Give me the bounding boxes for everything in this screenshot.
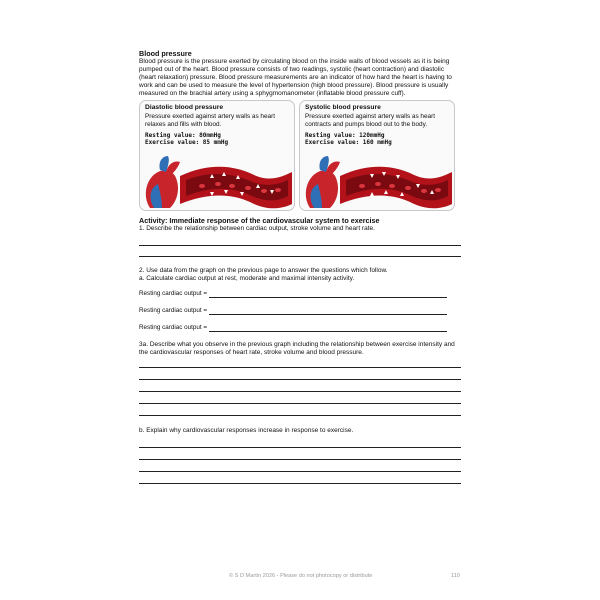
- answer-lines-q1: [139, 245, 461, 257]
- copyright-notice: © S D Martin 2026 - Please do not photocopy or distribute: [229, 573, 373, 579]
- diastolic-resting-value: Resting value: 80mmHg: [145, 131, 221, 139]
- answer-lines-q3a: [139, 367, 461, 416]
- fill-in-block: [139, 290, 461, 332]
- fill-blank[interactable]: [209, 308, 447, 315]
- fill-row: [139, 290, 461, 298]
- answer-line[interactable]: [139, 256, 461, 257]
- section-heading: Blood pressure: [139, 49, 192, 58]
- artery-illustration: [140, 148, 295, 210]
- fill-blank[interactable]: [209, 325, 447, 332]
- pressure-panels: [139, 100, 461, 211]
- fill-label: Resting cardiac output =: [139, 323, 208, 331]
- systolic-resting-value: Resting value: 120mmHg: [305, 131, 385, 139]
- diastolic-exercise-value: Exercise value: 85 mmHg: [145, 139, 229, 147]
- diastolic-panel: [139, 100, 295, 211]
- answer-line[interactable]: [139, 459, 461, 460]
- answer-line[interactable]: [139, 447, 461, 448]
- question-3b: b. Explain why cardiovascular responses increase in response to exercise.: [139, 426, 354, 434]
- systolic-panel: [299, 100, 455, 211]
- fill-blank[interactable]: [209, 291, 447, 298]
- answer-line[interactable]: [139, 415, 461, 416]
- diastolic-description: Pressure exerted against artery walls as heart relaxes and fills with blood.: [145, 113, 276, 129]
- fill-row: [139, 324, 461, 332]
- fill-label: Resting cardiac output =: [139, 306, 208, 314]
- answer-line[interactable]: [139, 367, 461, 368]
- systolic-exercise-value: Exercise value: 160 mmHg: [305, 139, 392, 147]
- question-2: 2. Use data from the graph on the previous page to answer the questions which follow.: [139, 266, 388, 274]
- question-1: 1. Describe the relationship between cardiac output, stroke volume and heart rate.: [139, 225, 375, 233]
- question-2a: a. Calculate cardiac output at rest, moderate and maximal intensity activity.: [139, 274, 355, 282]
- answer-line[interactable]: [139, 403, 461, 404]
- activity-heading: Activity: Immediate response of the cardiovascular system to exercise: [139, 216, 380, 226]
- answer-line[interactable]: [139, 245, 461, 246]
- answer-line[interactable]: [139, 483, 461, 484]
- answer-lines-q3b: [139, 447, 461, 484]
- fill-label: Resting cardiac output =: [139, 289, 208, 297]
- diastolic-title: Diastolic blood pressure: [145, 104, 224, 112]
- answer-line[interactable]: [139, 471, 461, 472]
- systolic-description: Pressure exerted against artery walls as heart contracts and pumps blood out to the body.: [305, 113, 436, 129]
- fill-row: [139, 307, 461, 315]
- answer-line[interactable]: [139, 391, 461, 392]
- answer-line[interactable]: [139, 379, 461, 380]
- worksheet-page: [139, 49, 461, 484]
- systolic-title: Systolic blood pressure: [305, 104, 381, 112]
- intro-paragraph: Blood pressure is the pressure exerted by circulating blood on the inside walls of blood vessels as it is being pumped out of the heart. Blood pressure consists of two readings, systolic (heart contraction) and diastolic (heart relaxation) pressure. Blood pressure measurements are an indicator of how hard the heart is having to work and can be used to measure the level of hypertension (high blood pressure). Blood pressure is usually measured on the brachial artery using a sphygmomanometer (inflatable blood pressure cuff).: [139, 58, 452, 98]
- artery-illustration: [300, 148, 455, 210]
- page-number: 110: [451, 573, 460, 579]
- question-3a: 3a. Describe what you observe in the previous graph including the relationship between exercise intensity and the cardiovascular responses of heart rate, stroke volume and blood pressure.: [139, 340, 455, 356]
